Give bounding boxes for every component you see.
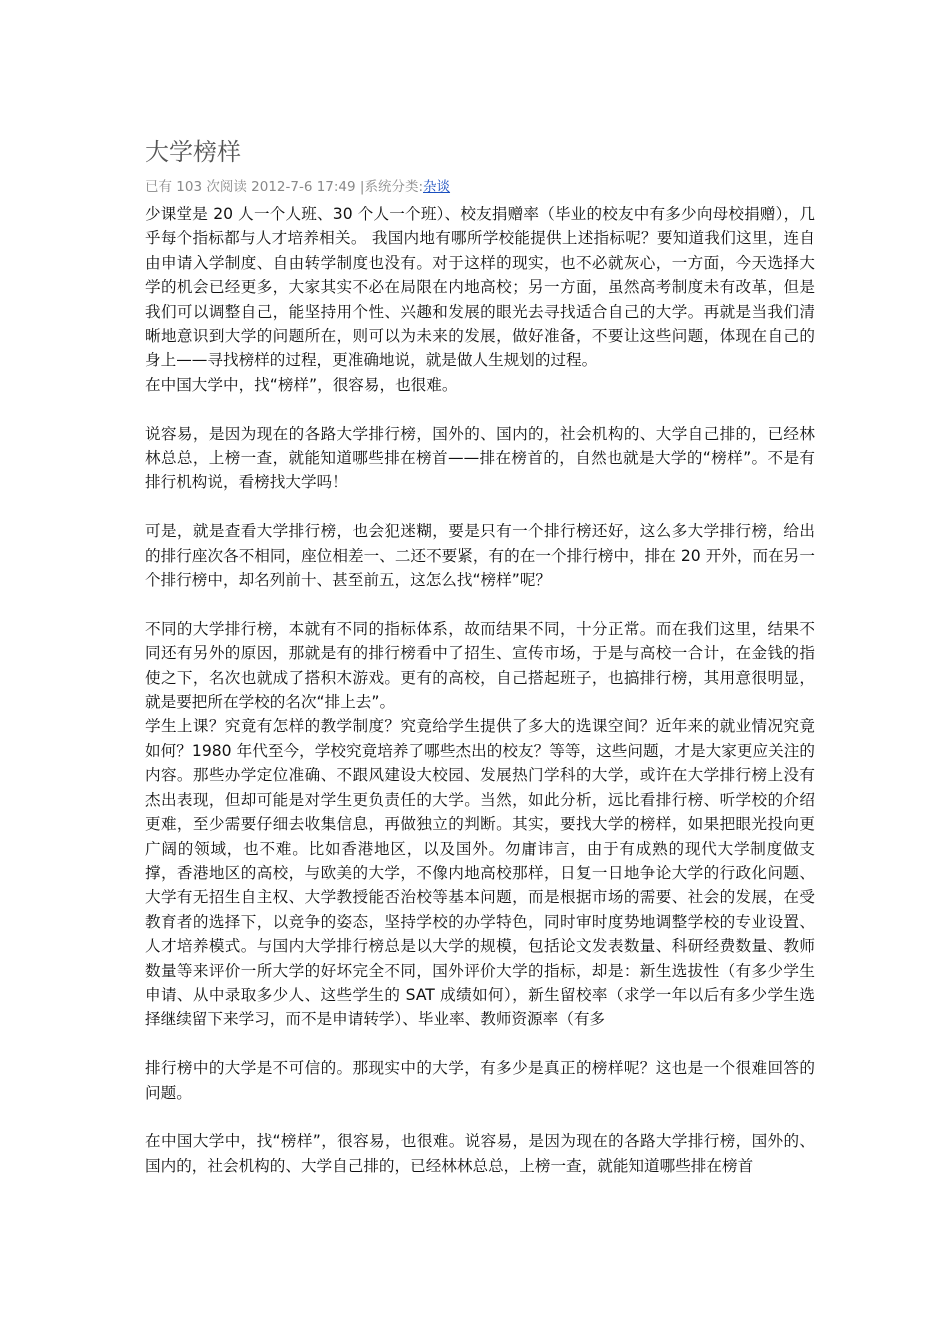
article-title: 大学榜样 [145, 138, 241, 166]
paragraph: 排行榜中的大学是不可信的。那现实中的大学，有多少是真正的榜样呢？这也是一个很难回答的问题。 [145, 1059, 815, 1102]
paragraph-gap [145, 1032, 815, 1056]
read-count-and-date: 已有 103 次阅读 2012-7-6 17:49 [145, 179, 356, 195]
paragraph-gap [145, 495, 815, 519]
category-label: 系统分类: [364, 179, 424, 195]
article-body [145, 202, 815, 1178]
paragraph: 学生上课？究竟有怎样的教学制度？究竟给学生提供了多大的选课空间？近年来的就业情况究竟如何？1980 年代至今，学校究竟培养了哪些杰出的校友？等等，这些问题，才是大家更应关注的内容。那些办学定位准确、不跟风建设大校园、发展热门学科的大学，或许在大学排行榜上没有杰出表现，但却可能是对学生更负责任的大学。当然，如此分析，远比看排行榜、听学校的介绍更难，至少需要仔细去收集信息，再做独立的判断。其实，要找大学的榜样，如果把眼光投向更广阔的领域，也不难。比如香港地区，以及国外。勿庸讳言，由于有成熟的现代大学制度做支撑，香港地区的高校，与欧美的大学，不像内地高校那样，日复一日地争论大学的行政化问题、大学有无招生自主权、大学教授能否治校等基本问题，而是根据市场的需要、社会的发展，在受教育者的选择下，以竞争的姿态，坚持学校的办学特色，同时审时度势地调整学校的专业设置、人才培养模式。与国内大学排行榜总是以大学的规模，包括论文发表数量、科研经费数量、教师数量等来评价一所大学的好坏完全不同，国外评价大学的指标，却是：新生选拔性（有多少学生申请、从中录取多少人、这些学生的 SAT 成绩如何），新生留校率（求学一年以后有多少学生选择继续留下来学习，而不是申请转学）、毕业率、教师资源率（有多 [145, 717, 815, 1029]
paragraph-gap [145, 1105, 815, 1129]
paragraph-gap [145, 397, 815, 421]
paragraph: 在中国大学中，找“榜样”，很容易，也很难。 [145, 375, 458, 394]
paragraph: 说容易，是因为现在的各路大学排行榜，国外的、国内的，社会机构的、大学自己排的，已经林林总总，上榜一查，就能知道哪些排在榜首——排在榜首的，自然也就是大学的“榜样”。不是有排行机构说，看榜找大学吗！ [145, 424, 815, 492]
paragraph: 不同的大学排行榜，本就有不同的指标体系，故而结果不同，十分正常。而在我们这里，结果不同还有另外的原因，那就是有的排行榜看中了招生、宣传市场，于是与高校一合计，在金钱的指使之下，名次也就成了搭积木游戏。更有的高校，自己搭起班子，也搞排行榜，其用意很明显，就是要把所在学校的名次“排上去”。 [145, 619, 815, 712]
paragraph: 少课堂是 20 人一个人班、30 个人一个班）、校友捐赠率（毕业的校友中有多少向母校捐赠），几乎每个指标都与人才培养相关。 我国内地有哪所学校能提供上述指标呢？要知道我们这里，连自由申请入学制度、自由转学制度也没有。对于这样的现实，也不必就灰心，一方面，今天选择大学的机会已经更多，大家其实不必在局限在内地高校；另一方面，虽然高考制度未有改革，但是我们可以调整自己，能坚持用个性、兴趣和发展的眼光去寻找适合自己的大学。再就是当我们清晰地意识到大学的问题所在，则可以为未来的发展，做好准备，不要让这些问题，体现在自己的身上——寻找榜样的过程，更准确地说，就是做人生规划的过程。 [145, 205, 815, 370]
article-meta [145, 177, 450, 197]
paragraph: 在中国大学中，找“榜样”，很容易，也很难。说容易，是因为现在的各路大学排行榜，国外的、国内的，社会机构的、大学自己排的，已经林林总总，上榜一查，就能知道哪些排在榜首 [145, 1132, 815, 1175]
paragraph: 可是，就是查看大学排行榜，也会犯迷糊，要是只有一个排行榜还好，这么多大学排行榜，给出的排行座次各不相同，座位相差一、二还不要紧，有的在一个排行榜中，排在 20 开外，而在另一个排行榜中，却名列前十、甚至前五，这怎么找“榜样”呢？ [145, 522, 815, 590]
paragraph-gap [145, 592, 815, 616]
category-link[interactable]: 杂谈 [423, 179, 451, 195]
meta-separator: | [355, 179, 365, 195]
